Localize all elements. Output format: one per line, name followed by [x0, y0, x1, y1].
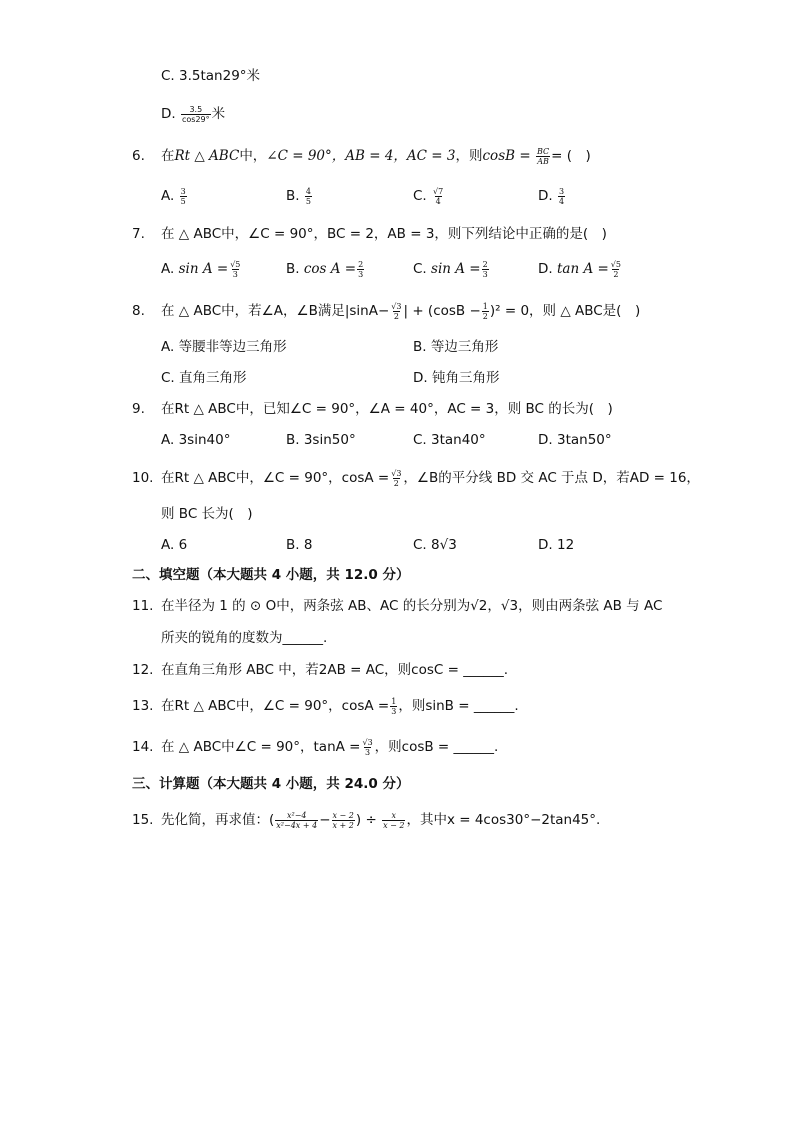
q14-number: 14. — [132, 739, 154, 755]
q10-option-b: B. 8 — [286, 537, 313, 553]
q6-number: 6. — [132, 148, 145, 164]
q9-option-d: D. 3tan50° — [538, 432, 612, 448]
q9-option-b: B. 3sin50° — [286, 432, 356, 448]
q14-stem: 在 △ ABC中∠C = 90°，tanA = $\frac{√3}{3}$ ，则cosB = ______. — [161, 737, 499, 757]
q11-line2: 所夹的锐角的度数为______. — [161, 630, 328, 646]
q10-option-a: A. 6 — [161, 537, 188, 553]
q8-option-c: C. 直角三角形 — [161, 370, 247, 386]
q6-option-c: C. $\frac{√7}{4}$ — [413, 186, 444, 206]
q12-number: 12. — [132, 662, 154, 678]
q5-option-d — [161, 104, 225, 124]
q11-line1: 在半径为 1 的 ⊙ O中，两条弦 AB、AC 的长分别为√2，√3，则由两条弦 AB 与 AC — [161, 598, 663, 614]
q6-option-b: B. $\frac{4}{5}$ — [286, 186, 311, 206]
q10-stem: 在Rt △ ABC中，∠C = 90°，cosA = $\frac{√3}{2}$ ，∠B的平分线 BD 交 AC 于点 D，若AD = 16， — [161, 468, 700, 488]
q11-number: 11. — [132, 598, 154, 614]
section-3-heading: 三、计算题（本大题共 4 小题，共 24.0 分） — [132, 776, 410, 792]
q8-number: 8. — [132, 303, 145, 319]
q5-option-d-fraction: $\frac{3.5}{\cos 29^\circ}$ — [181, 104, 210, 124]
q6-fraction: $\frac{BC}{AB}$ — [536, 146, 550, 166]
option-label: D. — [161, 106, 176, 122]
q7-option-c: C. sin A = $\frac{2}{3}$ — [413, 259, 488, 279]
q13-number: 13. — [132, 698, 154, 714]
q7-option-a: A. sin A = $\frac{√5}{3}$ — [161, 259, 241, 279]
q13-stem: 在Rt △ ABC中，∠C = 90°，cosA = $\frac{1}{3}$ ，则sinB = ______. — [161, 696, 519, 716]
q5-option-c: C. 3.5tan29°米 — [161, 68, 261, 84]
unit-text: 米 — [211, 106, 226, 122]
q8-option-b: B. 等边三角形 — [413, 339, 499, 355]
q8-option-d: D. 钝角三角形 — [413, 370, 500, 386]
q10-option-d: D. 12 — [538, 537, 575, 553]
q15-stem: 先化简，再求值：( $\frac{\text{x²−4}}{\text{x²−4x + 4}}$ − $\frac{x - 2}{x + 2}$ ) ÷ $\frac{x}{x - 2}$ ，其中x = 4cos30°−2tan45°. — [161, 810, 601, 830]
q7-option-d: D. tan A = $\frac{√5}{2}$ — [538, 259, 621, 279]
q10-number: 10. — [132, 470, 154, 486]
q10-option-c: C. 8√3 — [413, 537, 457, 553]
q15-number: 15. — [132, 812, 154, 828]
q8-stem: 在 △ ABC中，若∠A，∠B满足|sinA− $\frac{√3}{2}$ | + (cosB − $\frac{1}{2}$ )² = 0，则 △ ABC是( ) — [161, 301, 641, 321]
q7-number: 7. — [132, 226, 145, 242]
q7-stem: 在 △ ABC中，∠C = 90°，BC = 2，AB = 3，则下列结论中正确的是( ) — [161, 226, 607, 242]
q8-option-a: A. 等腰非等边三角形 — [161, 339, 287, 355]
q6-option-d: D. $\frac{3}{4}$ — [538, 186, 565, 206]
q10-stem-line2: 则 BC 长为( ) — [161, 506, 253, 522]
q9-option-a: A. 3sin40° — [161, 432, 231, 448]
q7-option-b: B. cos A = $\frac{2}{3}$ — [286, 259, 364, 279]
q6-stem: 在Rt △ ABC中，∠C = 90°，AB = 4，AC = 3，则cosB = $\frac{BC}{AB}$ = ( ) — [161, 146, 591, 166]
q12-stem: 在直角三角形 ABC 中，若2AB = AC，则cosC = ______. — [161, 662, 508, 678]
q9-option-c: C. 3tan40° — [413, 432, 486, 448]
q6-option-a: A. $\frac{3}{5}$ — [161, 186, 186, 206]
q9-stem: 在Rt △ ABC中，已知∠C = 90°，∠A = 40°，AC = 3，则 BC 的长为( ) — [161, 401, 613, 417]
q9-number: 9. — [132, 401, 145, 417]
section-2-heading: 二、填空题（本大题共 4 小题，共 12.0 分） — [132, 567, 410, 583]
